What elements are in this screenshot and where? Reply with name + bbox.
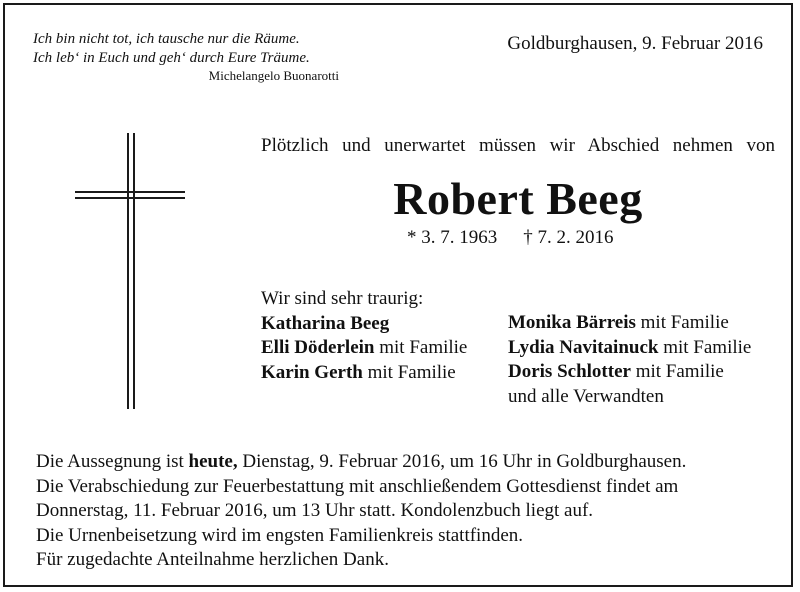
life-dates [407, 227, 614, 249]
announcement-text: Dienstag, 9. Februar 2016, um 16 Uhr in Goldburghausen. [237, 451, 687, 472]
intro-sentence: Plötzlich und unerwartet müssen wir Abschied nehmen von [261, 135, 775, 156]
mourners-closing: und alle Verwandten [508, 385, 664, 407]
announcement-line-5: Für zugedachte Anteilnahme herzlichen Dank. [36, 549, 389, 570]
mourners-right-column [508, 311, 751, 409]
mourner-name: Monika Bärreis [508, 312, 636, 333]
announcement-text: Die Aussegnung ist [36, 451, 189, 472]
mourner-name: Karin Gerth [261, 361, 363, 383]
death-date: † 7. 2. 2016 [523, 227, 614, 248]
quote-line-2: Ich leb‘ in Euch und geh‘ durch Eure Träume. [33, 50, 310, 66]
epigraph-quote [33, 30, 339, 84]
mourner-name: Katharina Beeg [261, 312, 390, 334]
announcement-line-2: Die Verabschiedung zur Feuerbestattung mit anschließendem Gottesdienst findet am [36, 475, 679, 497]
mourners-left-column [261, 287, 467, 385]
mourner-suffix: mit Familie [630, 361, 724, 382]
mourner-entry [261, 336, 467, 361]
mourner-suffix: mit Familie [658, 336, 752, 358]
service-announcement [36, 450, 756, 573]
obituary-notice [3, 3, 793, 587]
cross-icon [75, 133, 185, 409]
mourner-name: Lydia Navitainuck [508, 336, 659, 358]
mourner-name: Doris Schlotter [508, 361, 631, 382]
mourner-entry [508, 336, 751, 361]
quote-author: Michelangelo Buonarotti [208, 68, 339, 83]
deceased-name: Robert Beeg [393, 173, 643, 224]
mourner-entry [261, 361, 467, 386]
mourner-suffix: mit Familie [635, 312, 729, 333]
birth-date: * 3. 7. 1963 [407, 227, 498, 248]
mourner-entry [261, 312, 467, 337]
mourner-name: Elli Döderlein [261, 337, 375, 358]
mourner-suffix: mit Familie [362, 361, 456, 383]
mourner-entry [508, 360, 751, 385]
place-and-date: Goldburghausen, 9. Februar 2016 [507, 33, 763, 54]
mourners-heading: Wir sind sehr traurig: [261, 288, 424, 309]
mourner-entry [508, 311, 751, 336]
announcement-line-3: Donnerstag, 11. Februar 2016, um 13 Uhr statt. Kondolenzbuch liegt auf. [36, 500, 594, 521]
announcement-emphasis: heute, [188, 451, 238, 472]
mourner-suffix: mit Familie [374, 337, 468, 358]
quote-line-1: Ich bin nicht tot, ich tausche nur die Räume. [33, 31, 300, 47]
announcement-line-1 [36, 450, 756, 475]
announcement-line-4: Die Urnenbeisetzung wird im engsten Familienkreis stattfinden. [36, 524, 524, 546]
